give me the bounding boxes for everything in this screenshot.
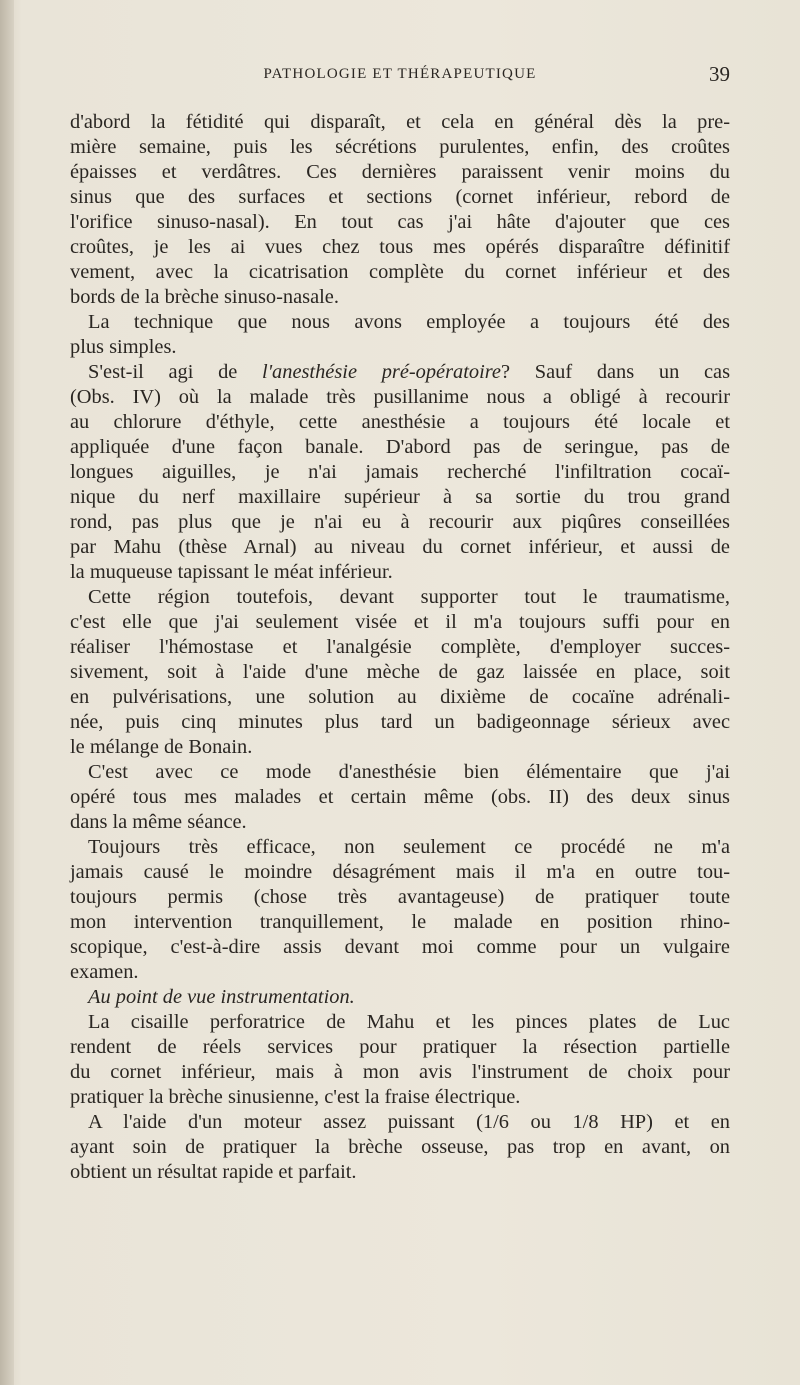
text-line: bords de la brèche sinuso-nasale. [70, 286, 339, 308]
text-line: mière semaine, puis les sécrétions purulentes, enfin, des croûtes [70, 136, 730, 158]
text-line: nique du nerf maxillaire supérieur à sa sortie du trou grand [70, 486, 730, 508]
text-line: La cisaille perforatrice de Mahu et les pinces plates de Luc [88, 1011, 730, 1033]
text-line: du cornet inférieur, mais à mon avis l'instrument de choix pour [70, 1061, 730, 1083]
paragraph [70, 310, 730, 360]
text-line: croûtes, je les ai vues chez tous mes opérés disparaître définitif [70, 236, 730, 258]
paragraph [70, 1010, 730, 1110]
paragraph [70, 835, 730, 985]
text-line: scopique, c'est-à-dire assis devant moi comme pour un vulgaire [70, 936, 730, 958]
page-binding-shadow [0, 0, 14, 1385]
text-line: ayant soin de pratiquer la brèche osseuse, pas trop en avant, on [70, 1136, 730, 1158]
text-line: la muqueuse tapissant le méat inférieur. [70, 561, 393, 583]
text-line: rendent de réels services pour pratiquer la résection partielle [70, 1036, 730, 1058]
text-line: obtient un résultat rapide et parfait. [70, 1161, 357, 1183]
paragraph [70, 985, 730, 1010]
text-line: vement, avec la cicatrisation complète du cornet inférieur et des [70, 261, 730, 283]
text-line: au chlorure d'éthyle, cette anesthésie a toujours été locale et [70, 411, 730, 433]
text-line: La technique que nous avons employée a toujours été des [88, 311, 730, 333]
text-line: longues aiguilles, je n'ai jamais recherché l'infiltration cocaï- [70, 461, 730, 483]
text-line: S'est-il agi de l'anesthésie pré-opératoire? Sauf dans un cas [88, 361, 731, 383]
text-line: le mélange de Bonain. [70, 736, 253, 758]
text-line: l'orifice sinuso-nasal). En tout cas j'ai hâte d'ajouter que ces [70, 211, 730, 233]
page-header [70, 62, 730, 90]
text-line: née, puis cinq minutes plus tard un badigeonnage sérieux avec [70, 711, 730, 733]
text-line: dans la même séance. [70, 811, 247, 833]
text-line: épaisses et verdâtres. Ces dernières paraissent venir moins du [70, 161, 730, 183]
text-line: sinus que des surfaces et sections (cornet inférieur, rebord de [70, 186, 730, 208]
text-line: examen. [70, 961, 139, 983]
running-head: PATHOLOGIE ET THÉRAPEUTIQUE [263, 66, 537, 82]
paragraph [70, 110, 730, 310]
text-line: par Mahu (thèse Arnal) au niveau du cornet inférieur, et aussi de [70, 536, 730, 558]
body-text [70, 110, 730, 1185]
text-line: Au point de vue instrumentation. [88, 986, 355, 1008]
paragraph [70, 760, 730, 835]
text-line: sivement, soit à l'aide d'une mèche de gaz laissée en place, soit [70, 661, 730, 683]
text-line: plus simples. [70, 336, 177, 358]
text-line: pratiquer la brèche sinusienne, c'est la fraise électrique. [70, 1086, 521, 1108]
text-line: en pulvérisations, une solution au dixième de cocaïne adrénali- [70, 686, 730, 708]
text-line: A l'aide d'un moteur assez puissant (1/6 ou 1/8 HP) et en [88, 1111, 730, 1133]
text-line: Toujours très efficace, non seulement ce procédé ne m'a [88, 836, 730, 858]
paragraph [70, 585, 730, 760]
paragraph [70, 360, 730, 585]
text-line: c'est elle que j'ai seulement visée et il m'a toujours suffi pour en [70, 611, 730, 633]
text-line: opéré tous mes malades et certain même (obs. II) des deux sinus [70, 786, 730, 808]
paragraph [70, 1110, 730, 1185]
text-line: C'est avec ce mode d'anesthésie bien élémentaire que j'ai [88, 761, 730, 783]
text-line: jamais causé le moindre désagrément mais il m'a en outre tou- [70, 861, 730, 883]
text-line: d'abord la fétidité qui disparaît, et cela en général dès la pre- [70, 111, 730, 133]
text-line: (Obs. IV) où la malade très pusillanime nous a obligé à recourir [70, 386, 730, 408]
text-line: Cette région toutefois, devant supporter tout le traumatisme, [88, 586, 730, 608]
text-line: appliquée d'une façon banale. D'abord pas de seringue, pas de [70, 436, 730, 458]
text-line: rond, pas plus que je n'ai eu à recourir aux piqûres conseillées [70, 511, 730, 533]
text-line: réaliser l'hémostase et l'analgésie complète, d'employer succes- [70, 636, 730, 658]
text-line: mon intervention tranquillement, le malade en position rhino- [70, 911, 730, 933]
page-number: 39 [709, 62, 730, 86]
text-line: toujours permis (chose très avantageuse) de pratiquer toute [70, 886, 730, 908]
